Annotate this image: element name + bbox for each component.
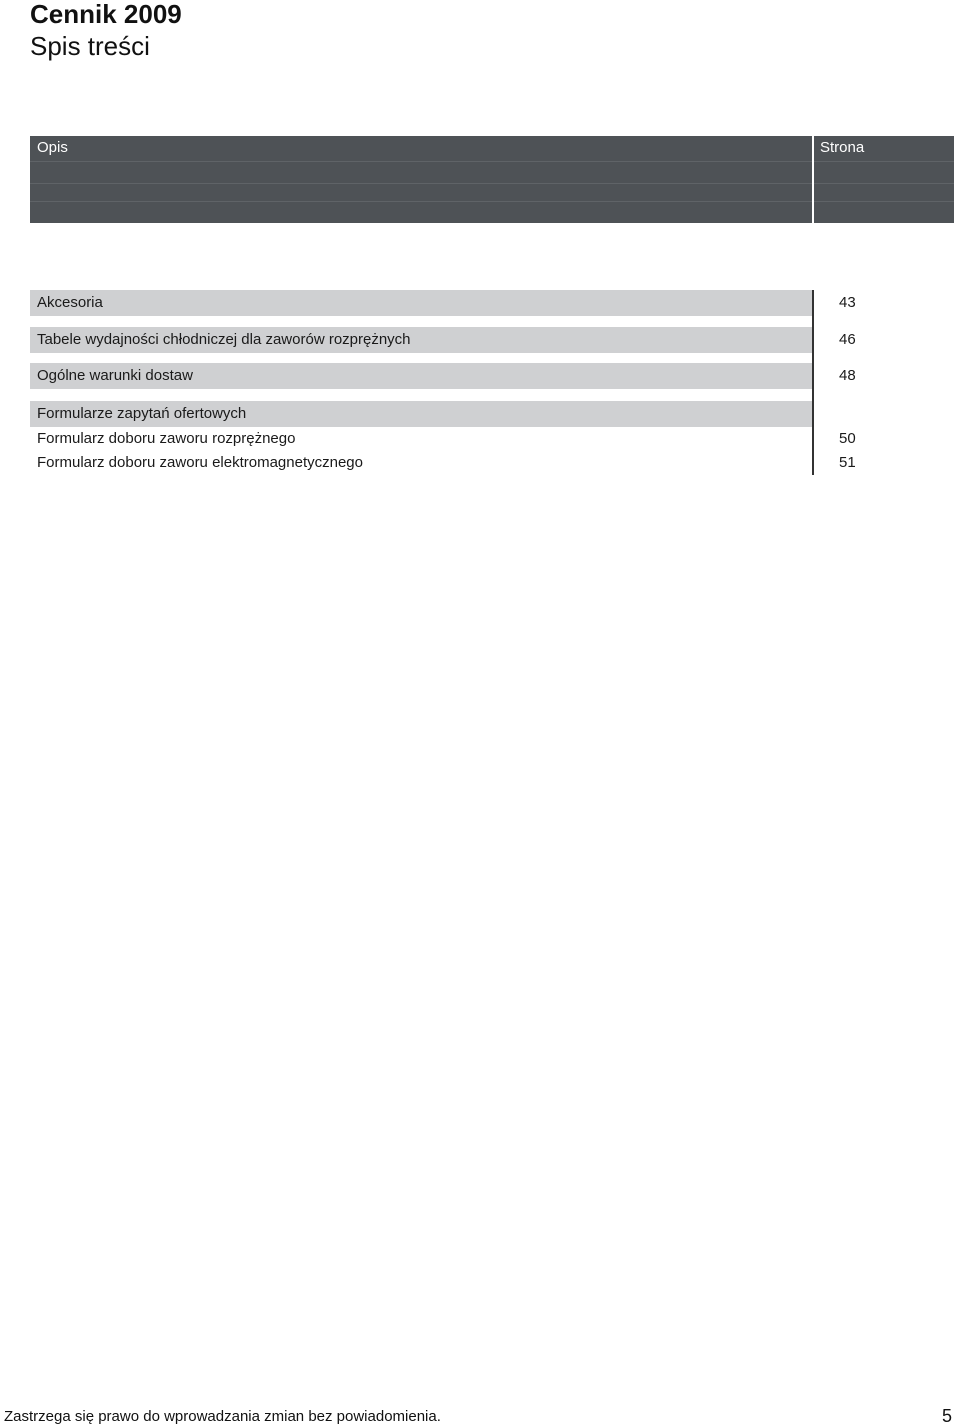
toc-entry-label: Ogólne warunki dostaw <box>37 367 193 384</box>
toc-entry-page: 48 <box>839 367 856 384</box>
page-number: 5 <box>942 1406 953 1426</box>
header-divider <box>30 183 954 184</box>
toc-entry-label: Tabele wydajności chłodniczej dla zaworów rozprężnych <box>37 331 411 348</box>
toc-entry-label: Formularz doboru zaworu elektromagnetycznego <box>37 454 363 471</box>
toc-entry-label: Akcesoria <box>37 294 103 311</box>
header-divider <box>30 161 954 162</box>
toc-header <box>30 136 954 223</box>
title-block <box>30 0 182 62</box>
header-description-label: Opis <box>37 139 68 156</box>
header-column-divider <box>812 136 814 223</box>
toc-section-label: Formularze zapytań ofertowych <box>37 405 247 422</box>
toc-entry-label: Formularz doboru zaworu rozprężnego <box>37 430 296 447</box>
toc-entry-page: 43 <box>839 294 856 311</box>
toc-entry-page: 51 <box>839 454 856 471</box>
column-separator <box>812 290 814 475</box>
row-highlight <box>30 290 812 316</box>
footer-note: Zastrzega się prawo do wprowadzania zmian bez powiadomienia. <box>4 1408 441 1425</box>
header-page-label: Strona <box>820 139 865 156</box>
header-divider <box>30 201 954 202</box>
document-subtitle: Spis treści <box>30 31 150 61</box>
toc-entry-page: 50 <box>839 430 856 447</box>
document-title: Cennik 2009 <box>30 0 182 29</box>
toc-entry-page: 46 <box>839 331 856 348</box>
